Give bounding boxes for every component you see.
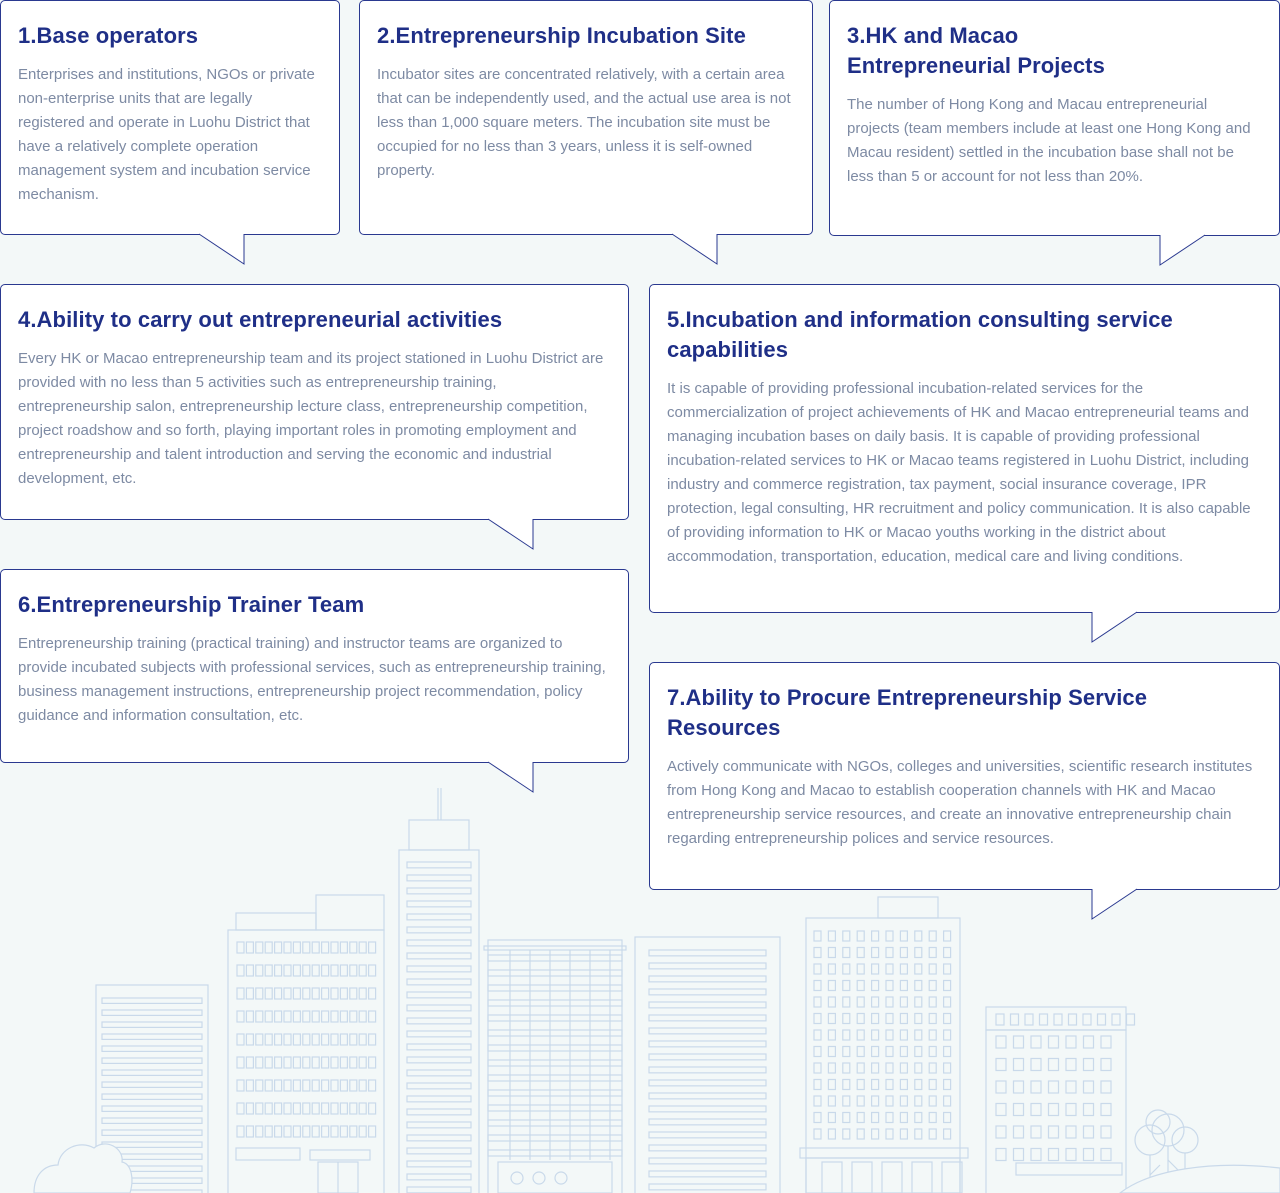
card-body: Incubator sites are concentrated relatively, with a certain area that can be independently used, and the actual use area is not less than 1,000 square meters. The incubation site must be occupied for no less than 3 years, unless it is self-owned property. xyxy=(377,66,791,179)
speech-tail xyxy=(1086,611,1146,643)
card-hk-macao-projects xyxy=(829,0,1280,236)
card-title: 3.HK and Macao Entrepreneurial Projects xyxy=(847,23,1105,78)
card-title: 6.Entrepreneurship Trainer Team xyxy=(18,592,365,617)
card-consulting-capabilities xyxy=(649,284,1280,613)
card-base-operators xyxy=(0,0,340,235)
card-title: 4.Ability to carry out entrepreneurial activities xyxy=(18,307,503,332)
card-body: It is capable of providing professional incubation-related services for the commercialization of project achievements of HK and Macao entrepreneurial teams and managing incubation bases on daily basis. It is capable of providing professional incubation-related services to HK or Macao teams registered in Luohu District, including industry and commerce registration, tax payment, social insurance coverage, IPR protection, legal consulting, HR recruitment and policy communication. It is also capable of providing information to HK or Macao youths working in the district about accommodation, transportation, education, medical care and living conditions. xyxy=(667,380,1251,565)
card-title: 1.Base operators xyxy=(18,23,199,48)
card-title: 7.Ability to Procure Entrepreneurship Service Resources xyxy=(667,685,1148,740)
card-incubation-site xyxy=(359,0,813,235)
card-body: The number of Hong Kong and Macau entrepreneurial projects (team members include at least one Hong Kong and Macau resident) settled in the incubation base shall not be less than 5 or account for not less than 20%. xyxy=(847,96,1251,185)
card-entrepreneurial-activities xyxy=(0,284,629,520)
speech-tail xyxy=(484,761,544,793)
card-body: Actively communicate with NGOs, colleges and universities, scientific research institutes from Hong Kong and Macao to establish cooperation channels with HK and Macao entrepreneurship service resources, and create an innovative entrepreneurship chain regarding entrepreneurship polices and service resources. xyxy=(667,758,1253,847)
speech-tail xyxy=(195,233,255,265)
card-body: Entrepreneurship training (practical training) and instructor teams are organized to provide incubated subjects with professional services, such as entrepreneurship training, business management instructions, entrepreneurship project recommendation, policy guidance and information consultation, etc. xyxy=(18,635,606,724)
speech-tail xyxy=(1154,234,1214,266)
speech-tail xyxy=(1086,888,1146,920)
card-trainer-team xyxy=(0,569,629,763)
card-title: 2.Entrepreneurship Incubation Site xyxy=(377,23,746,48)
card-body: Enterprises and institutions, NGOs or private non-enterprise units that are legally registered and operate in Luohu District that have a relatively complete operation management system and incubation service mechanism. xyxy=(18,66,315,203)
card-body: Every HK or Macao entrepreneurship team and its project stationed in Luohu District are provided with no less than 5 activities such as entrepreneurship training, entrepreneurship salon, entrepreneurship lecture class, entrepreneurship competition, project roadshow and so forth, playing important roles in promoting employment and entrepreneurship and talent introduction and serving the economic and industrial development, etc. xyxy=(18,350,604,487)
card-service-resources xyxy=(649,662,1280,890)
speech-tail xyxy=(484,518,544,550)
speech-tail xyxy=(668,233,728,265)
card-title: 5.Incubation and information consulting service capabilities xyxy=(667,307,1173,362)
